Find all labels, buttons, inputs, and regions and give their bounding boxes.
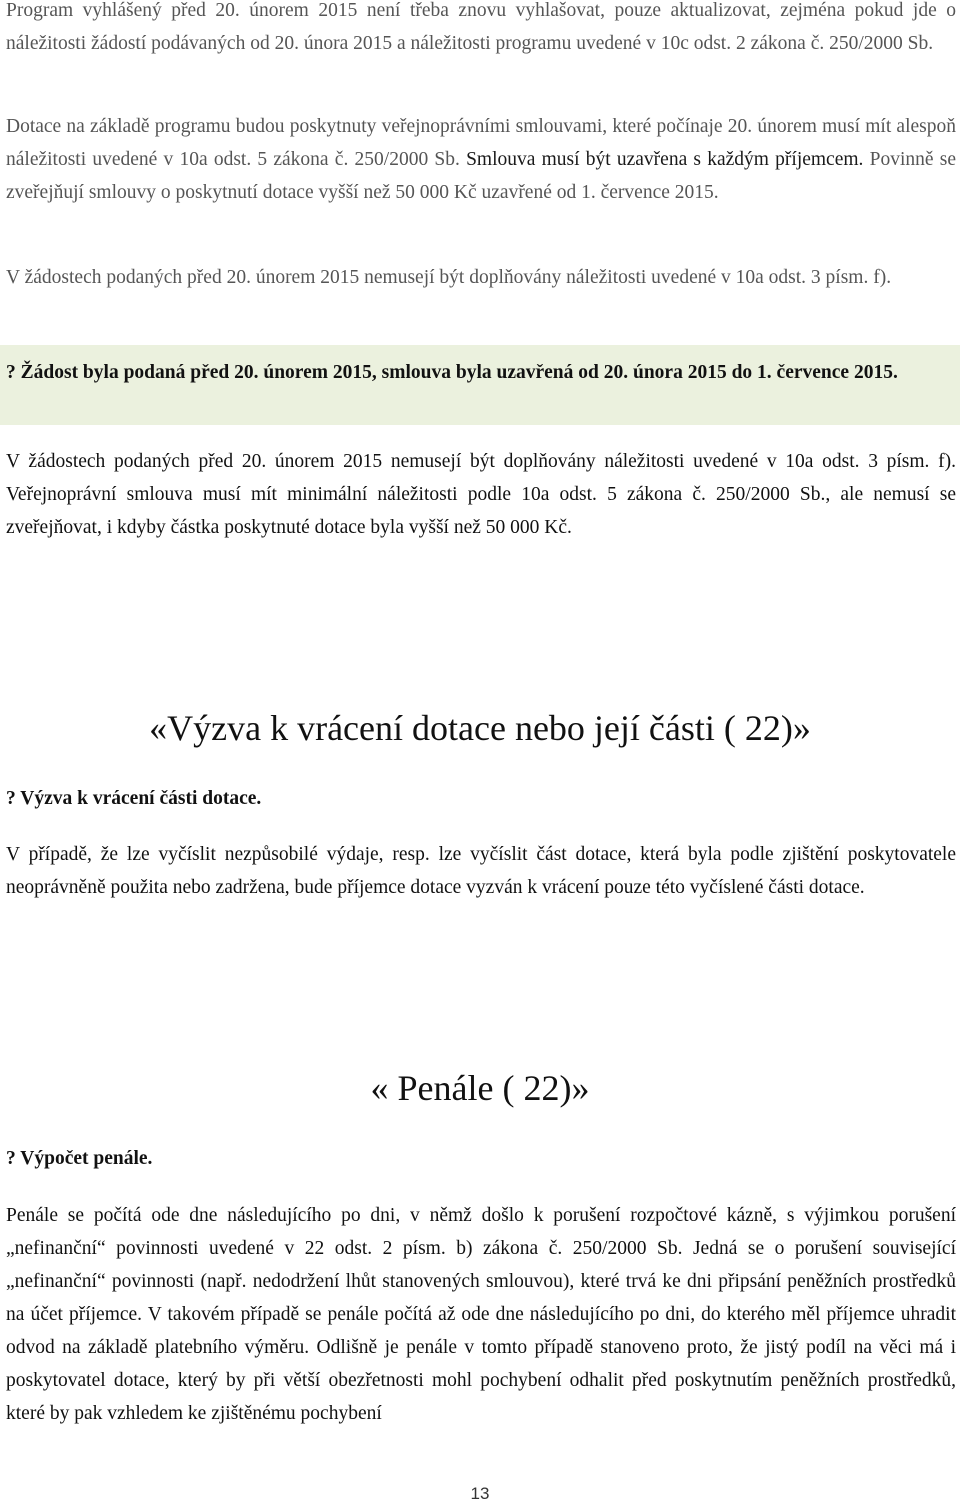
paragraph-zadosti-smlouva: V žádostech podaných před 20. únorem 2015 nemusejí být doplňovány náležitosti uvedené v 10a odst. 3 písm. f). Veřejnoprávní smlouva musí mít minimální náležitosti podle 10a odst. 5 zákona č. 250/2000 Sb., ale nemusí se zveřejňovat, i kdyby částka poskytnuté dotace byla vyšší než 50 000 Kč.	[6, 451, 956, 538]
section-heading-vyzva: «Výzva k vrácení dotace nebo její části ( 22)»	[149, 708, 811, 748]
paragraph-penale: Penále se počítá ode dne následujícího po dni, v němž došlo k porušení rozpočtové kázně, s výjimkou porušení „nefinanční“ povinnosti uvedené v 22 odst. 2 písm. b) zákona č. 250/2000 Sb. Jedná se o porušení související „nefinanční“ povinnosti (např. nedodržení lhůt stanovených smlouvou), které trvá ke dni připsání peněžních prostředků na účet příjemce. V takovém případě se penále počítá až ode dne následujícího po dni, do kterého měl příjemce uhradit odvod na základě platebního výměru. Odlišně je penále v tomto případě stanoveno proto, že jistý podíl na věci má i poskytovatel dotace, který by při větší obezřetnosti mohl pochybení odhalit před poskytnutím peněžních prostředků, které by pak vzhledem ke zjištěnému pochybení	[6, 1205, 956, 1424]
paragraph-smlouva-text: Smlouva musí být uzavřena s každým příjemcem.	[466, 149, 870, 170]
page-number: 13	[470, 1484, 490, 1503]
subheading-penale: ? Výpočet penále.	[6, 1148, 153, 1169]
paragraph-program: Program vyhlášený před 20. únorem 2015 není třeba znovu vyhlašovat, pouze aktualizovat, zejména pokud jde o náležitosti žádostí podávaných od 20. února 2015 a náležitosti programu uvedené v 10c odst. 2 zákona č. 250/2000 Sb.	[6, 0, 956, 54]
paragraph-zadosti: V žádostech podaných před 20. únorem 2015 nemusejí být doplňovány náležitosti uvedené v 10a odst. 3 písm. f).	[6, 267, 892, 288]
paragraph-zverejneni-text: Povinně se zveřejňují smlouvy o poskytnutí dotace vyšší než 50 000 Kč uzavřené od 1. července 2015.	[6, 149, 956, 203]
paragraph-vyzva: V případě, že lze vyčíslit nezpůsobilé výdaje, resp. lze vyčíslit část dotace, která byla podle zjištění poskytovatele neoprávněně použita nebo zadržena, bude příjemce dotace vyzván k vrácení pouze této vyčíslené části dotace.	[6, 844, 956, 898]
paragraph-dotace-text: Dotace na základě programu budou poskytnuty veřejnoprávními smlouvami, které počínaje 20. únorem musí mít alespoň náležitosti uvedené v 10a odst. 5 zákona č. 250/2000 Sb.	[6, 116, 956, 170]
section-heading-penale: « Penále ( 22)»	[370, 1068, 590, 1108]
paragraph-dotace	[6, 110, 956, 209]
highlight-box-text: ? Žádost byla podaná před 20. únorem 2015, smlouva byla uzavřená od 20. února 2015 do 1. července 2015.	[6, 362, 898, 383]
subheading-vyzva: ? Výzva k vrácení části dotace.	[6, 788, 262, 809]
